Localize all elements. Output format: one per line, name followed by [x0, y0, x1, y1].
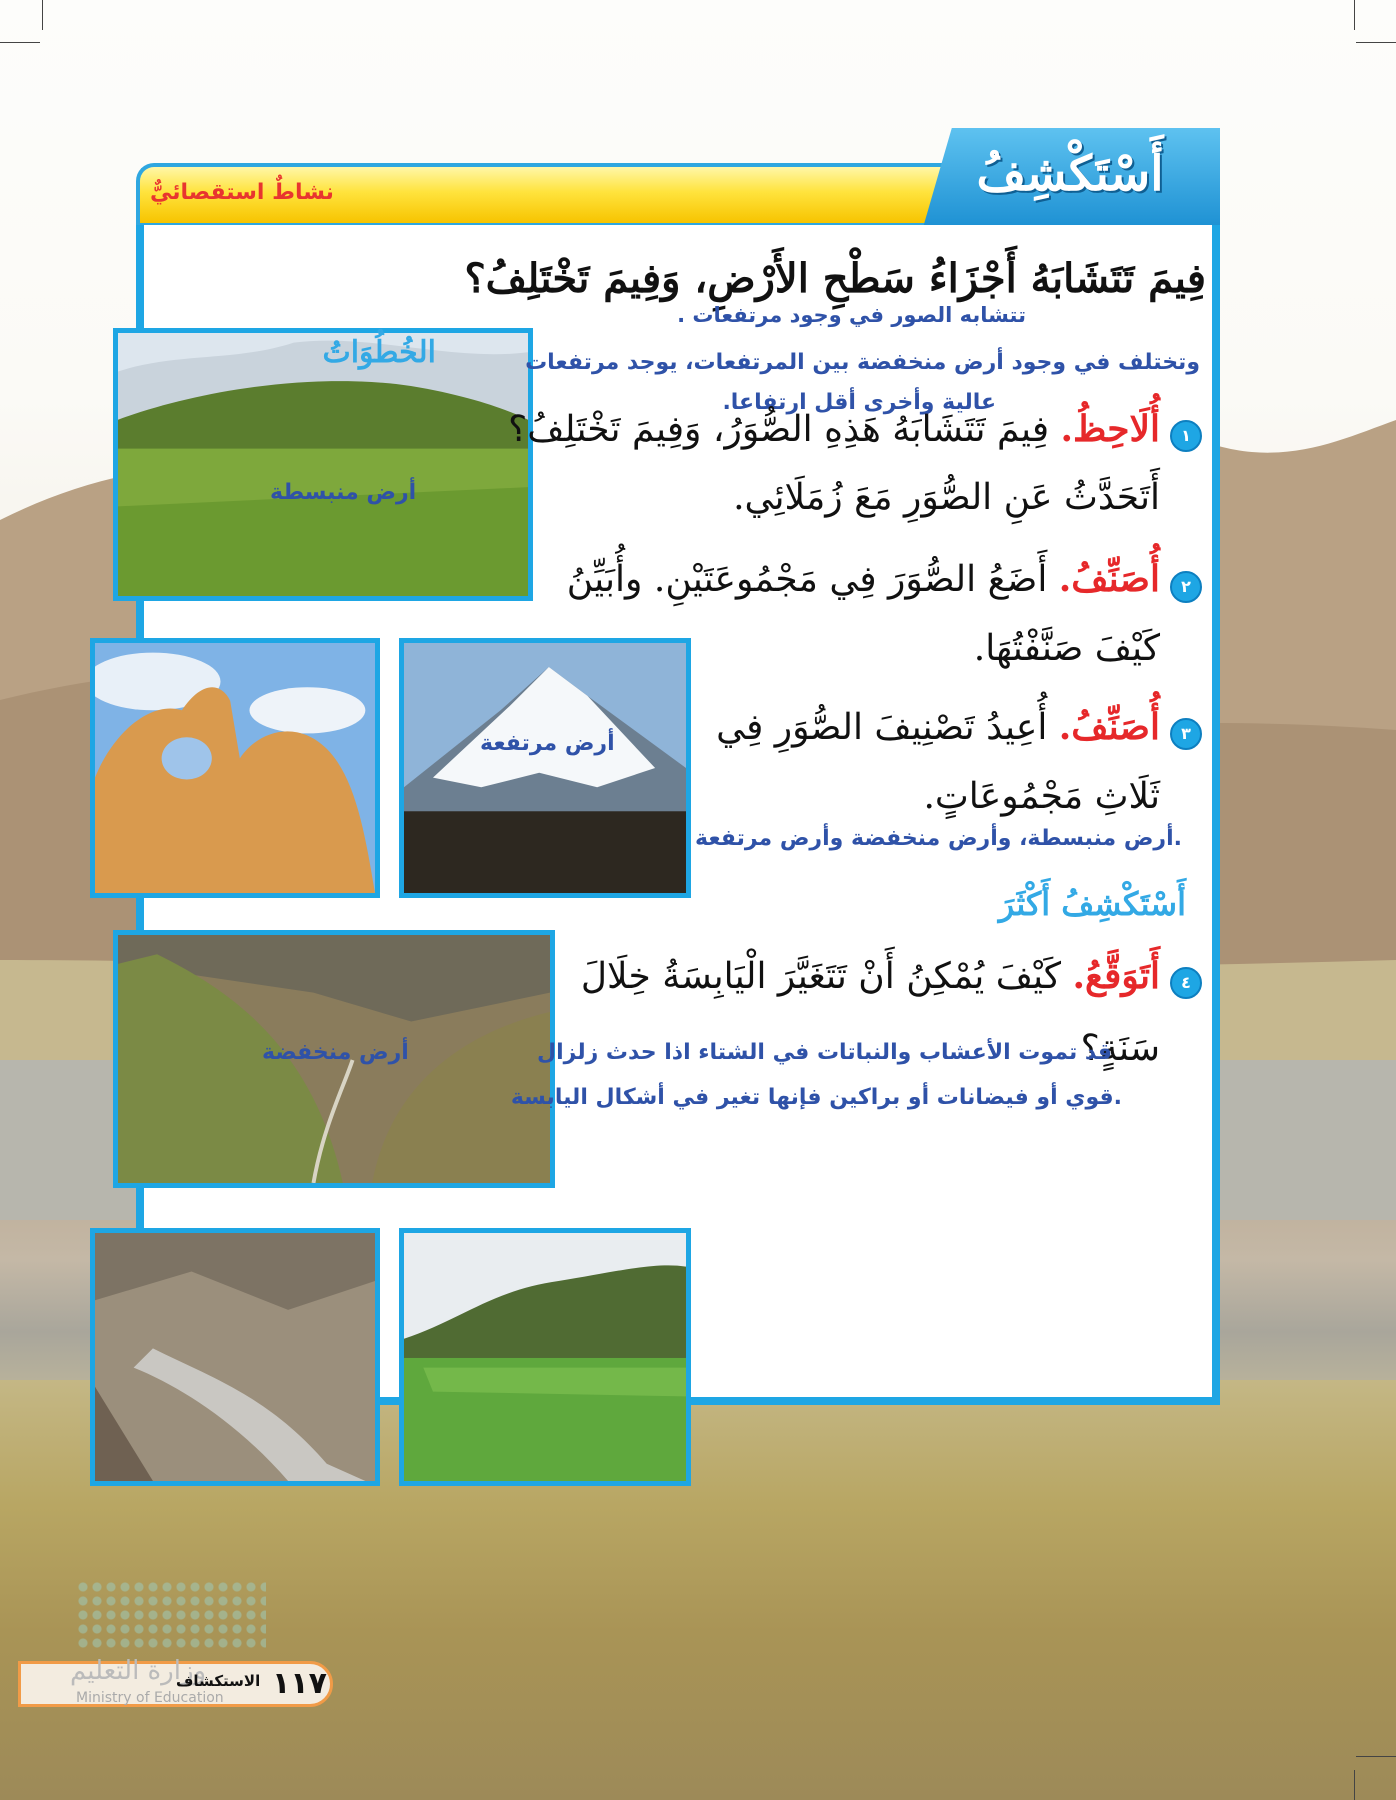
photo-green-terraces [399, 1228, 691, 1486]
main-question: فِيمَ تَتَشَابَهُ أَجْزَاءُ سَطْحِ الأَرْضِ، وَفِيمَ تَخْتَلِفُ؟ [464, 255, 1206, 302]
step-2-verb: أُصَنِّفُ. [1058, 558, 1160, 600]
step-1-line1 [508, 408, 1160, 450]
step-2-line1 [567, 558, 1160, 600]
step-1-line2: أَتَحَدَّثُ عَنِ الصُّوَرِ مَعَ زُمَلَائِي. [733, 477, 1160, 518]
activity-subtitle: نشاطٌ استقصائيٌّ [150, 180, 334, 205]
step-number-3: ٣ [1170, 718, 1202, 750]
step-3-line1 [716, 706, 1160, 748]
handwritten-answer-groups: .أرض منبسطة، وأرض منخفضة وأرض مرتفعة [695, 826, 1182, 851]
photo-mountain [399, 638, 691, 898]
step-2-line2: كَيْفَ صَنَّفْتُهَا. [973, 628, 1160, 669]
photo-label-mountain: أرض مرتفعة [480, 731, 615, 756]
ministry-logo [76, 1580, 266, 1652]
crop-mark [1354, 1770, 1355, 1800]
crop-mark [0, 42, 40, 43]
step-1-text: فِيمَ تَتَشَابَهُ هَذِهِ الصُّوَرُ، وَفِيمَ تَخْتَلِفُ؟ [508, 409, 1061, 450]
step-1-verb: أُلَاحِظُ. [1060, 408, 1160, 450]
page-number: ١١٧ [272, 1666, 327, 1701]
handwritten-answer-similar: تتشابه الصور في وجود مرتفعات . [677, 303, 1026, 327]
crop-mark [1356, 42, 1396, 43]
step-2-text: أَضَعُ الصُّوَرَ فِي مَجْمُوعَتَيْنِ. وأُبَيِّنُ [566, 559, 1059, 600]
footer-section-label: الاستكشاف [176, 1672, 261, 1690]
steps-heading: الخُطُوَاتُ [322, 335, 436, 370]
step-3-verb: أُصَنِّفُ. [1058, 706, 1160, 748]
photo-rock-arch [90, 638, 380, 898]
step-4-line1 [581, 955, 1160, 997]
handwritten-answer-differ-line1: وتختلف في وجود أرض منخفضة بين المرتفعات، يوجد مرتفعات [525, 350, 1200, 375]
page-title: أَسْتَكْشِفُ [976, 146, 1164, 202]
crop-mark [1354, 0, 1355, 30]
photo-label-valley: أرض منخفضة [262, 1040, 409, 1065]
ministry-watermark-en: Ministry of Education [76, 1690, 224, 1706]
handwritten-answer-predict-line2: .قوي أو فيضانات أو براكين فإنها تغير في أشكال اليابسة [510, 1085, 1122, 1110]
step-number-2: ٢ [1170, 571, 1202, 603]
handwritten-answer-predict-line1: قد تموت الأعشاب والنباتات في الشتاء اذا حدث زلزال [537, 1040, 1112, 1065]
step-4-verb: أَتَوَقَّعُ. [1072, 955, 1160, 997]
handwritten-answer-differ-line2: عالية وأخرى أقل ارتفاعا. [722, 390, 996, 415]
step-3-line2: ثَلَاثِ مَجْمُوعَاتٍ. [923, 776, 1160, 817]
crop-mark [1356, 1756, 1396, 1757]
crop-mark [42, 0, 43, 30]
explore-more-heading: أَسْتَكْشِفُ أَكْثَرَ [998, 885, 1186, 923]
ministry-watermark-ar: وزارة التعليم [70, 1656, 207, 1686]
step-number-4: ٤ [1170, 967, 1202, 999]
step-4-text: كَيْفَ يُمْكِنُ أَنْ تَتَغَيَّرَ الْيَابِسَةُ خِلَالَ [580, 956, 1073, 997]
step-3-text: أُعِيدُ تَصْنِيفَ الصُّوَرِ فِي [716, 707, 1059, 748]
photo-wadi [90, 1228, 380, 1486]
photo-label-plain: أرض منبسطة [270, 480, 417, 505]
step-4-line2: سَنَةٍ؟ [1080, 1028, 1160, 1069]
step-number-1: ١ [1170, 420, 1202, 452]
